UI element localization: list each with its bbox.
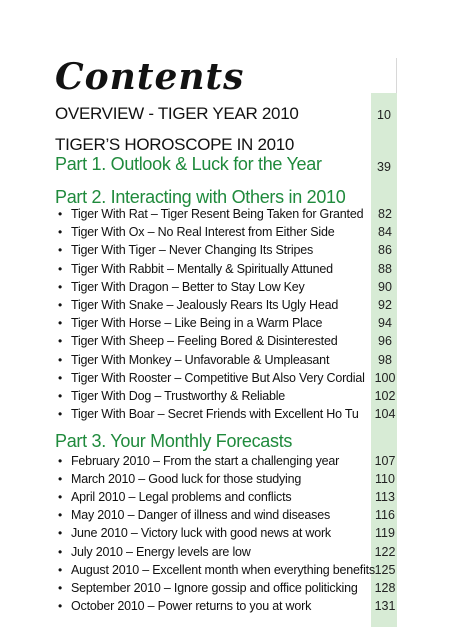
toc-item-page: 107 bbox=[374, 454, 396, 468]
toc-item-text: Tiger With Snake – Jealously Rears Its Ugly Head bbox=[71, 298, 339, 312]
toc-item-text: April 2010 – Legal problems and conflicts bbox=[71, 490, 292, 505]
bullet-icon: • bbox=[58, 526, 63, 541]
toc-item-text: August 2010 – Excellent month when everything benefits bbox=[71, 562, 375, 577]
toc-item-text: Tiger With Dragon – Better to Stay Low Key bbox=[71, 279, 305, 294]
contents-title: Contents bbox=[55, 56, 245, 98]
toc-item-text: March 2010 – Good luck for those studying bbox=[71, 472, 302, 487]
toc-item-page: 90 bbox=[378, 279, 392, 294]
toc-item-page: 96 bbox=[378, 334, 392, 349]
toc-item-text: Tiger With Rooster – Competitive But Also Very Cordial bbox=[71, 370, 365, 385]
toc-item-page: 102 bbox=[374, 389, 396, 403]
part1-heading: Part 1. Outlook & Luck for the Year bbox=[55, 154, 322, 174]
bullet-icon: • bbox=[58, 472, 63, 487]
toc-item-text: Tiger With Horse – Like Being in a Warm Place bbox=[71, 316, 323, 331]
toc-item-page: 82 bbox=[378, 207, 392, 221]
toc-item-page: 110 bbox=[375, 472, 395, 487]
toc-item-page: 100 bbox=[374, 370, 396, 385]
toc-item-page: 122 bbox=[374, 544, 396, 559]
toc-item-text: Tiger With Boar – Secret Friends with Excellent Ho Tu bbox=[71, 407, 359, 422]
bullet-icon: • bbox=[58, 454, 63, 468]
toc-item-page: 131 bbox=[374, 598, 396, 613]
toc-item-page: 98 bbox=[378, 352, 392, 367]
toc-item-page: 128 bbox=[374, 580, 396, 595]
bullet-icon: • bbox=[58, 389, 63, 403]
part1-page: 39 bbox=[377, 160, 391, 174]
bullet-icon: • bbox=[58, 316, 63, 331]
bullet-icon: • bbox=[58, 352, 63, 367]
bullet-icon: • bbox=[58, 225, 63, 240]
toc-item-page: 104 bbox=[374, 407, 396, 422]
bullet-icon: • bbox=[58, 598, 63, 613]
toc-item-page: 86 bbox=[378, 243, 392, 258]
toc-item-text: Tiger With Ox – No Real Interest from Either Side bbox=[71, 225, 335, 240]
bullet-icon: • bbox=[58, 508, 63, 523]
bullet-icon: • bbox=[58, 562, 63, 577]
toc-item-text: Tiger With Tiger – Never Changing Its Stripes bbox=[71, 243, 314, 258]
bullet-icon: • bbox=[58, 243, 63, 258]
bullet-icon: • bbox=[58, 261, 63, 276]
bullet-icon: • bbox=[58, 407, 63, 422]
toc-item-text: Tiger With Monkey – Unfavorable & Umpleasant bbox=[71, 352, 330, 367]
toc-item-text: October 2010 – Power returns to you at work bbox=[71, 598, 312, 613]
toc-item-text: June 2010 – Victory luck with good news at work bbox=[71, 526, 331, 541]
toc-item-page: 125 bbox=[374, 562, 396, 577]
overview-heading: OVERVIEW - TIGER YEAR 2010 bbox=[55, 104, 299, 123]
part2-heading: Part 2. Interacting with Others in 2010 bbox=[55, 187, 346, 207]
bullet-icon: • bbox=[58, 207, 63, 221]
toc-item-text: May 2010 – Danger of illness and wind diseases bbox=[71, 508, 331, 523]
toc-item-page: 113 bbox=[375, 490, 395, 505]
toc-item-page: 119 bbox=[375, 526, 395, 541]
toc-item-text: February 2010 – From the start a challenging year bbox=[71, 454, 340, 468]
bullet-icon: • bbox=[58, 334, 63, 349]
part3-heading: Part 3. Your Monthly Forecasts bbox=[55, 431, 293, 451]
toc-item-page: 94 bbox=[378, 316, 392, 331]
toc-item-text: July 2010 – Energy levels are low bbox=[71, 544, 251, 559]
bullet-icon: • bbox=[58, 370, 63, 385]
toc-item-page: 88 bbox=[378, 261, 392, 276]
bullet-icon: • bbox=[58, 490, 63, 505]
toc-item-text: Tiger With Dog – Trustworthy & Reliable bbox=[71, 389, 286, 403]
toc-item-page: 116 bbox=[375, 508, 395, 523]
toc-item-text: Tiger With Rat – Tiger Resent Being Taken for Granted bbox=[71, 207, 364, 221]
overview-page: 10 bbox=[377, 108, 391, 122]
bullet-icon: • bbox=[58, 544, 63, 559]
toc-item-page: 92 bbox=[378, 298, 392, 312]
bullet-icon: • bbox=[58, 279, 63, 294]
bullet-icon: • bbox=[58, 580, 63, 595]
toc-item-text: September 2010 – Ignore gossip and office politicking bbox=[71, 580, 358, 595]
toc-item-text: Tiger With Sheep – Feeling Bored & Disinterested bbox=[71, 334, 338, 349]
toc-item-text: Tiger With Rabbit – Mentally & Spiritually Attuned bbox=[71, 261, 333, 276]
bullet-icon: • bbox=[58, 298, 63, 312]
horoscope-heading: TIGER’S HOROSCOPE IN 2010 bbox=[55, 135, 295, 154]
toc-item-page: 84 bbox=[378, 225, 392, 240]
